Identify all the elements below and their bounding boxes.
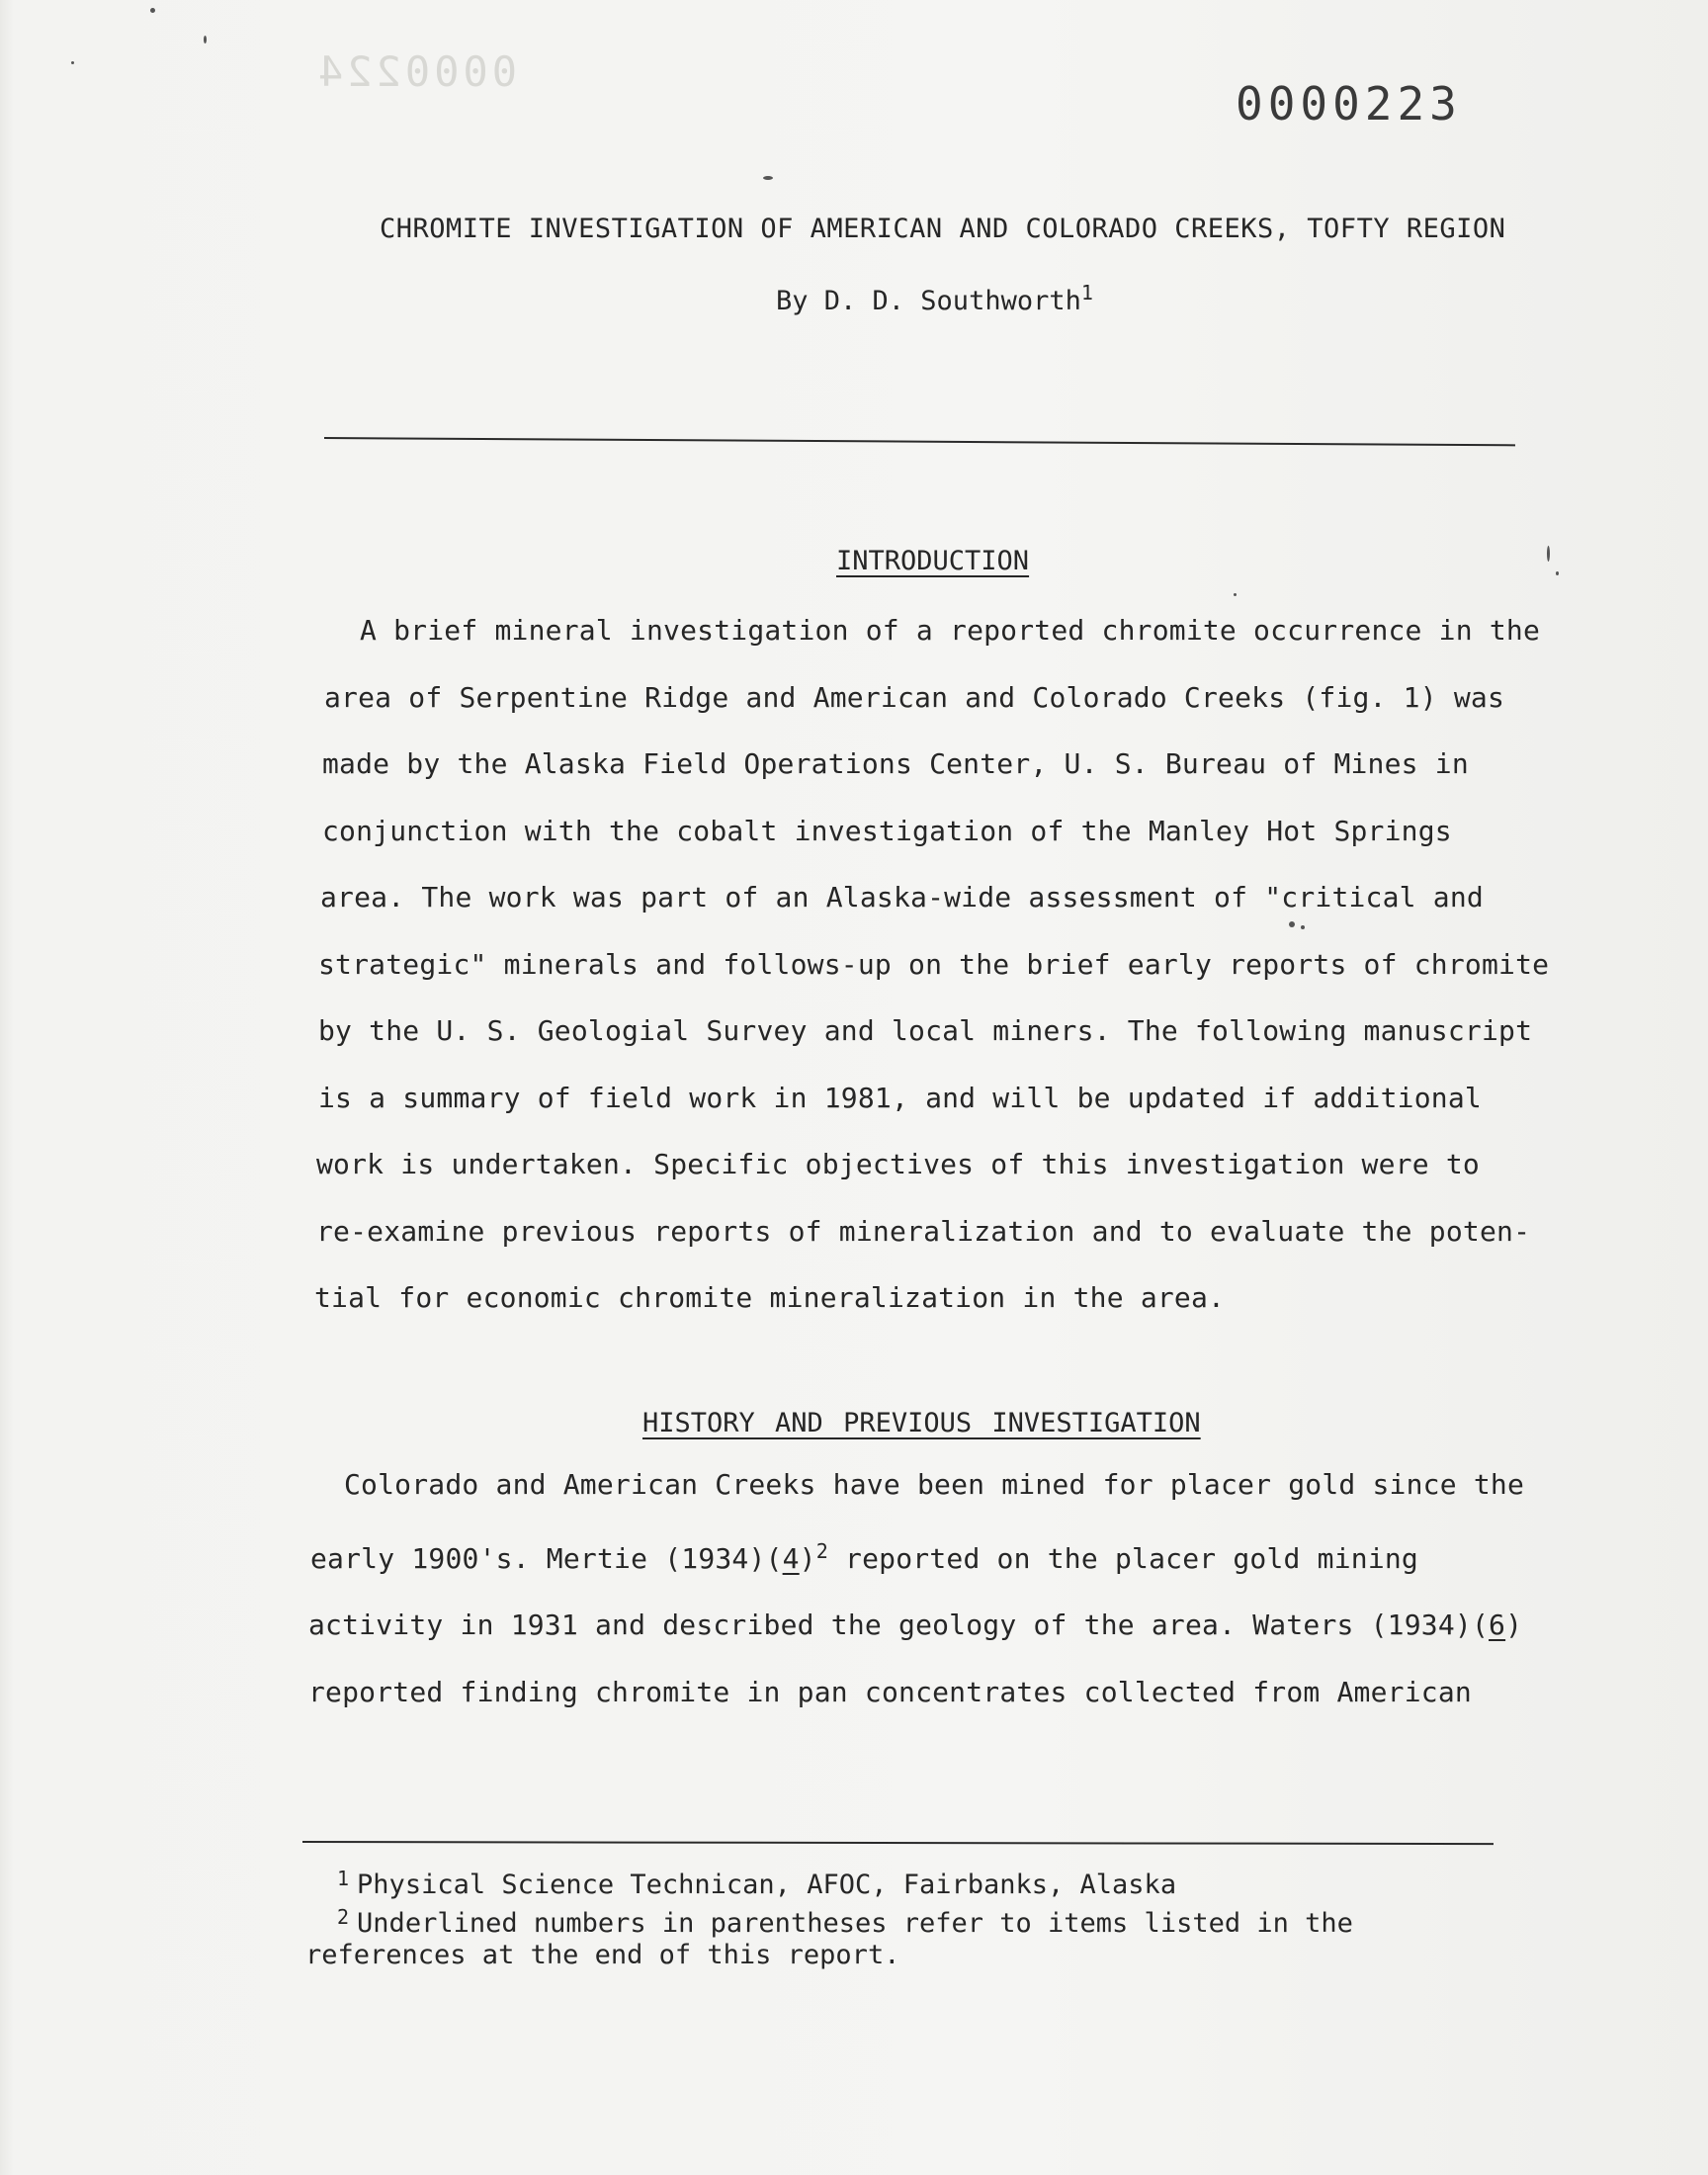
bleed-through-number: 0000224 xyxy=(314,47,518,96)
footnote-mark: 2 xyxy=(815,1538,828,1563)
text-line: is a summary of field work in 1981, and will be updated if additional xyxy=(318,1081,1482,1114)
text-line: made by the Alaska Field Operations Center, U. S. Bureau of Mines in xyxy=(322,747,1469,780)
text-line: early 1900's. Mertie $(1934)(4)^2$ reported on the placer gold mining xyxy=(310,1538,1418,1575)
reference-number: 4 xyxy=(782,1541,800,1575)
scan-speck xyxy=(1234,593,1237,596)
author-name: By D. D. Southworth xyxy=(776,286,1081,316)
byline xyxy=(776,281,1093,316)
scan-speck xyxy=(1547,546,1550,562)
text-line: work is undertaken. Specific objectives of this investigation were to xyxy=(316,1148,1480,1180)
title-divider xyxy=(324,437,1515,446)
scan-speck xyxy=(204,36,207,44)
text-line: re-examine previous reports of mineralization and to evaluate the poten- xyxy=(316,1214,1531,1248)
footnote-mark: 1 xyxy=(337,1867,350,1890)
history-paragraph xyxy=(308,1451,1524,1725)
text-line: strategic" minerals and follows-up on the brief early reports of chromite xyxy=(318,947,1550,981)
footnote: $^1$ Physical Science Technican, AFOC, Fairbanks, Alaska xyxy=(337,1867,1177,1900)
text-line: activity in 1931 and described the geology of the area. Waters (1934)(6) xyxy=(308,1609,1523,1641)
text-line: Colorado and American Creeks have been mined for placer gold since the xyxy=(344,1468,1525,1501)
scan-speck xyxy=(71,61,74,64)
footnote-continuation: references at the end of this report. xyxy=(305,1940,900,1970)
text-line: tial for economic chromite mineralization in the area. xyxy=(314,1281,1226,1314)
introduction-paragraph xyxy=(314,597,1550,1332)
footnote-mark: 2 xyxy=(337,1905,350,1929)
scan-speck xyxy=(763,176,773,180)
footnote: $^2$ Underlined numbers in parentheses refer to items listed in the xyxy=(337,1905,1353,1939)
text-line: reported finding chromite in pan concentrates collected from American xyxy=(308,1675,1472,1708)
document-title: CHROMITE INVESTIGATION OF AMERICAN AND COLORADO CREEKS, TOFTY REGION xyxy=(380,214,1506,244)
footnotes xyxy=(305,1863,1353,1971)
scan-speck xyxy=(150,8,155,13)
document-number: 0000223 xyxy=(1236,77,1462,130)
reference-number: 6 xyxy=(1489,1609,1506,1641)
text-line: conjunction with the cobalt investigation of the Manley Hot Springs xyxy=(322,814,1452,847)
text-line: by the U. S. Geologial Survey and local miners. The following manuscript xyxy=(318,1014,1533,1047)
text-line: area. The work was part of an Alaska-wide assessment of "critical and xyxy=(320,881,1484,914)
text-line: area of Serpentine Ridge and American and Colorado Creeks (fig. 1) was xyxy=(324,680,1505,714)
section-heading-introduction: INTRODUCTION xyxy=(836,546,1030,576)
section-heading-history: HISTORY AND PREVIOUS INVESTIGATION xyxy=(642,1408,1201,1438)
text-line: A brief mineral investigation of a reported chromite occurrence in the xyxy=(360,614,1541,647)
scan-speck xyxy=(1289,921,1295,927)
footnote-divider xyxy=(302,1841,1494,1845)
footnote-mark: 1 xyxy=(1080,281,1093,304)
scan-speck xyxy=(1301,925,1305,929)
scan-speck xyxy=(1556,571,1559,575)
